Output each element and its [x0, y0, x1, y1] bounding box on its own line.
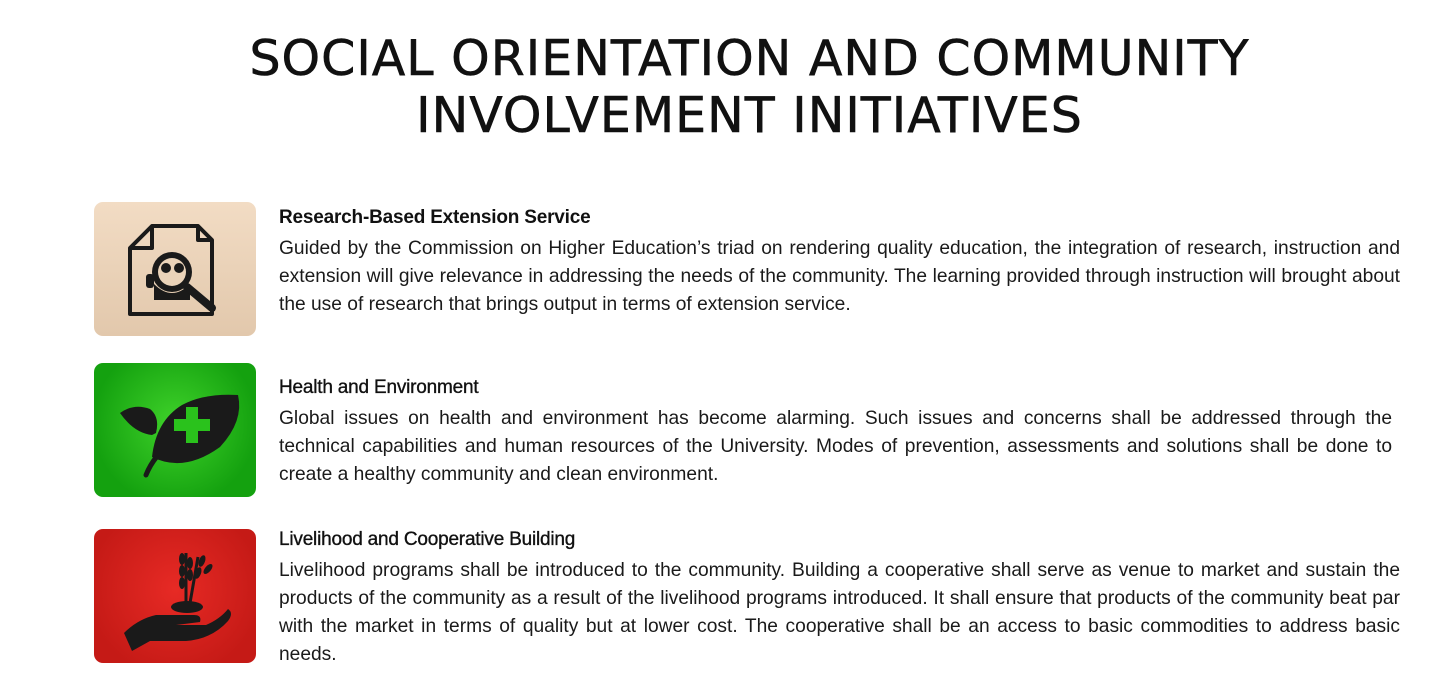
research-document-icon [94, 202, 256, 336]
hand-holding-wheat-icon [94, 529, 256, 663]
page-title [0, 30, 1450, 144]
title-line-1: SOCIAL ORIENTATION AND COMMUNITY [249, 30, 1250, 87]
section-heading: Research-Based Extension Service [279, 207, 591, 228]
leaf-health-cross-icon [94, 363, 256, 497]
section-heading: Livelihood and Cooperative Building [279, 529, 576, 550]
research-text [279, 206, 1400, 319]
health-text [279, 376, 1392, 489]
section-body: Livelihood programs shall be introduced to the community. Building a cooperative shall serve as venue to market and sustain the products of the community as a result of the livelihood programs introduced. It shall ensure that products of the community beat par with the market in terms of quality but at lower cost. The cooperative shall be an access to basic commodities to address basic needs. [279, 560, 1400, 665]
livelihood-text [279, 528, 1400, 669]
title-line-2: INVOLVEMENT INITIATIVES [416, 87, 1083, 144]
section-body: Global issues on health and environment has become alarming. Such issues and concerns shall be addressed through the technical capabilities and human resources of the University. Modes of prevention, assessments and solutions shall be done to create a healthy community and clean environment. [279, 408, 1392, 485]
section-body: Guided by the Commission on Higher Education’s triad on rendering quality education, the integration of research, instruction and extension will give relevance in addressing the needs of the community. The learning provided through instruction will brought about the use of research that brings output in terms of extension service. [279, 238, 1400, 315]
section-heading: Health and Environment [279, 377, 479, 398]
